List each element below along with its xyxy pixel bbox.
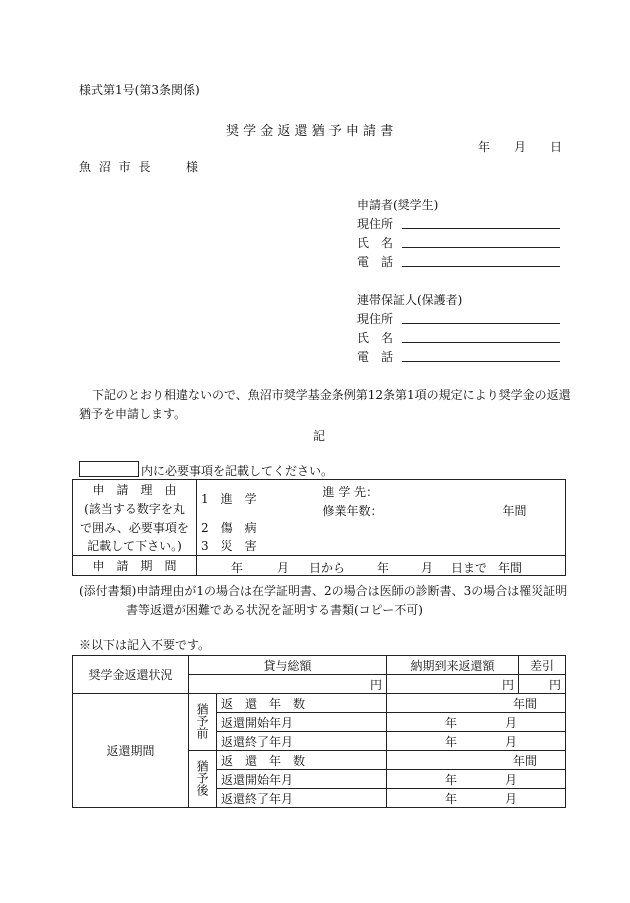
after-start-label: 返還開始年月	[221, 772, 294, 787]
years-label: 修業年数：	[322, 504, 383, 518]
before-end-label: 返還終了年月	[221, 734, 294, 749]
option-2-cell[interactable]	[197, 518, 317, 537]
year-unit: 年	[445, 772, 458, 787]
yen-unit: 円	[548, 677, 561, 692]
before-years-label: 返 還 年 数	[221, 696, 306, 711]
after-start-label-cell	[217, 770, 387, 789]
difference-label: 差引	[529, 658, 554, 673]
option-1-label: 1 進 学	[201, 492, 257, 507]
date-year-label: 年	[478, 140, 491, 154]
received-returned-header	[387, 656, 519, 675]
loan-total-header	[189, 656, 387, 675]
month-unit: 月	[505, 734, 518, 749]
period-from-suffix: 日から	[309, 561, 346, 575]
after-end-value	[387, 789, 566, 808]
reason-note-cell-2	[73, 518, 197, 537]
difference-header	[519, 656, 566, 675]
reason-note-cell-1	[73, 499, 197, 518]
reason-label: 申 請 理 由	[92, 482, 177, 497]
guarantor-address-field[interactable]	[402, 323, 560, 324]
month-unit: 月	[505, 772, 518, 787]
yen-unit: 円	[501, 677, 514, 692]
period-years: 年間	[498, 561, 523, 575]
before-end-label-cell	[217, 732, 387, 751]
office-note: ※以下は記入不要です。	[79, 638, 211, 652]
applicant-address-field[interactable]	[402, 228, 560, 229]
status-label-cell	[73, 656, 189, 694]
received-returned-label: 納期到来返還額	[410, 658, 495, 673]
difference-value	[519, 675, 566, 694]
period-to-month: 月	[421, 561, 434, 575]
ki-heading: 記	[313, 429, 326, 443]
reason-label-cell	[73, 480, 197, 499]
before-label-cell	[189, 694, 217, 751]
applicant-address-label: 現住所	[357, 217, 394, 231]
reason-note-2: で囲み、必要事項を	[80, 520, 189, 535]
reason-note-1: (該当する数字を丸	[84, 501, 185, 516]
years-unit: 年間	[502, 504, 527, 518]
sample-box	[79, 461, 139, 477]
option-3-cell[interactable]	[197, 537, 317, 556]
date-day-label: 日	[550, 140, 563, 154]
addressee-honorific: 様	[186, 160, 199, 174]
period-label-cell	[73, 556, 197, 576]
before-years-label-cell	[217, 694, 387, 713]
applicant-name-field[interactable]	[402, 247, 560, 248]
period-to-year: 年	[377, 561, 390, 575]
loan-total-label: 貸与総額	[263, 658, 312, 673]
applicant-phone-field[interactable]	[402, 266, 560, 267]
after-end-label-cell	[217, 789, 387, 808]
return-period-label-cell	[73, 694, 189, 808]
after-label-cell	[189, 751, 217, 808]
office-table	[72, 655, 566, 808]
page-title: 奨 学 金 返 還 猶 予 申 請 書	[226, 124, 394, 139]
guarantor-heading: 連帯保証人(保護者)	[357, 293, 463, 307]
reason-note-cell-3	[73, 537, 197, 556]
received-returned-value	[387, 675, 519, 694]
option-2-label: 2 傷 病	[201, 520, 257, 535]
attachment-line1: (添付書類)申請理由が1の場合は在学証明書、2の場合は医師の診断書、3の場合は罹災証明	[79, 584, 568, 598]
period-value-cell[interactable]	[197, 556, 566, 576]
period-from-year: 年	[231, 561, 244, 575]
instruction-text: 内に必要事項を記載してください。	[141, 464, 334, 478]
guarantor-name-field[interactable]	[402, 342, 560, 343]
before-years-value	[387, 694, 566, 713]
option-1-cell[interactable]	[197, 480, 317, 518]
before-end-value	[387, 732, 566, 751]
reason-note-3: 記載して下さい。)	[87, 539, 182, 554]
before-label: 猶予前	[195, 702, 209, 739]
after-label: 猶予後	[195, 759, 209, 796]
date-month-label: 月	[514, 140, 527, 154]
body-text-line2: 猶予を申請します。	[79, 407, 187, 421]
after-end-label: 返還終了年月	[221, 791, 294, 806]
request-table	[72, 479, 566, 576]
period-from-month: 月	[277, 561, 290, 575]
attachment-line2: 書等返還が困難である状況を証明する書類(コピー不可)	[126, 603, 423, 617]
year-unit: 年	[445, 791, 458, 806]
guarantor-name-label: 氏 名	[357, 331, 394, 345]
option-3-label: 3 災 害	[201, 539, 257, 554]
status-label: 奨学金返還状況	[88, 668, 173, 682]
year-unit: 年	[445, 734, 458, 749]
guarantor-phone-field[interactable]	[402, 361, 560, 362]
applicant-name-label: 氏 名	[357, 236, 394, 250]
return-period-label: 返還期間	[106, 744, 155, 758]
before-start-value	[387, 713, 566, 732]
period-label: 申 請 期 間	[92, 559, 177, 573]
applicant-heading: 申請者(奨学生)	[357, 198, 439, 212]
addressee: 魚 沼 市 長	[79, 160, 153, 174]
guarantor-phone-label: 電 話	[357, 350, 394, 364]
month-unit: 月	[505, 715, 518, 730]
after-start-value	[387, 770, 566, 789]
before-start-label-cell	[217, 713, 387, 732]
period-to-suffix: 日まで	[451, 561, 488, 575]
option-3-blank	[317, 537, 566, 556]
yen-unit: 円	[369, 677, 382, 692]
option-2-blank	[317, 518, 566, 537]
after-years-value	[387, 751, 566, 770]
month-unit: 月	[505, 791, 518, 806]
years-unit: 年間	[513, 696, 538, 711]
after-years-label: 返 還 年 数	[221, 753, 306, 768]
year-unit: 年	[445, 715, 458, 730]
form-number: 様式第1号(第3条関係)	[79, 83, 200, 97]
after-years-label-cell	[217, 751, 387, 770]
before-start-label: 返還開始年月	[221, 715, 294, 730]
guarantor-address-label: 現住所	[357, 312, 394, 326]
body-text-line1: 下記のとおり相違ないので、魚沼市奨学基金条例第12条第1項の規定により奨学金の返還	[92, 388, 571, 402]
school-label: 進 学 先：	[322, 485, 379, 499]
school-info-cell[interactable]	[317, 480, 566, 518]
loan-total-value	[189, 675, 387, 694]
years-unit: 年間	[513, 753, 538, 768]
applicant-phone-label: 電 話	[357, 255, 394, 269]
